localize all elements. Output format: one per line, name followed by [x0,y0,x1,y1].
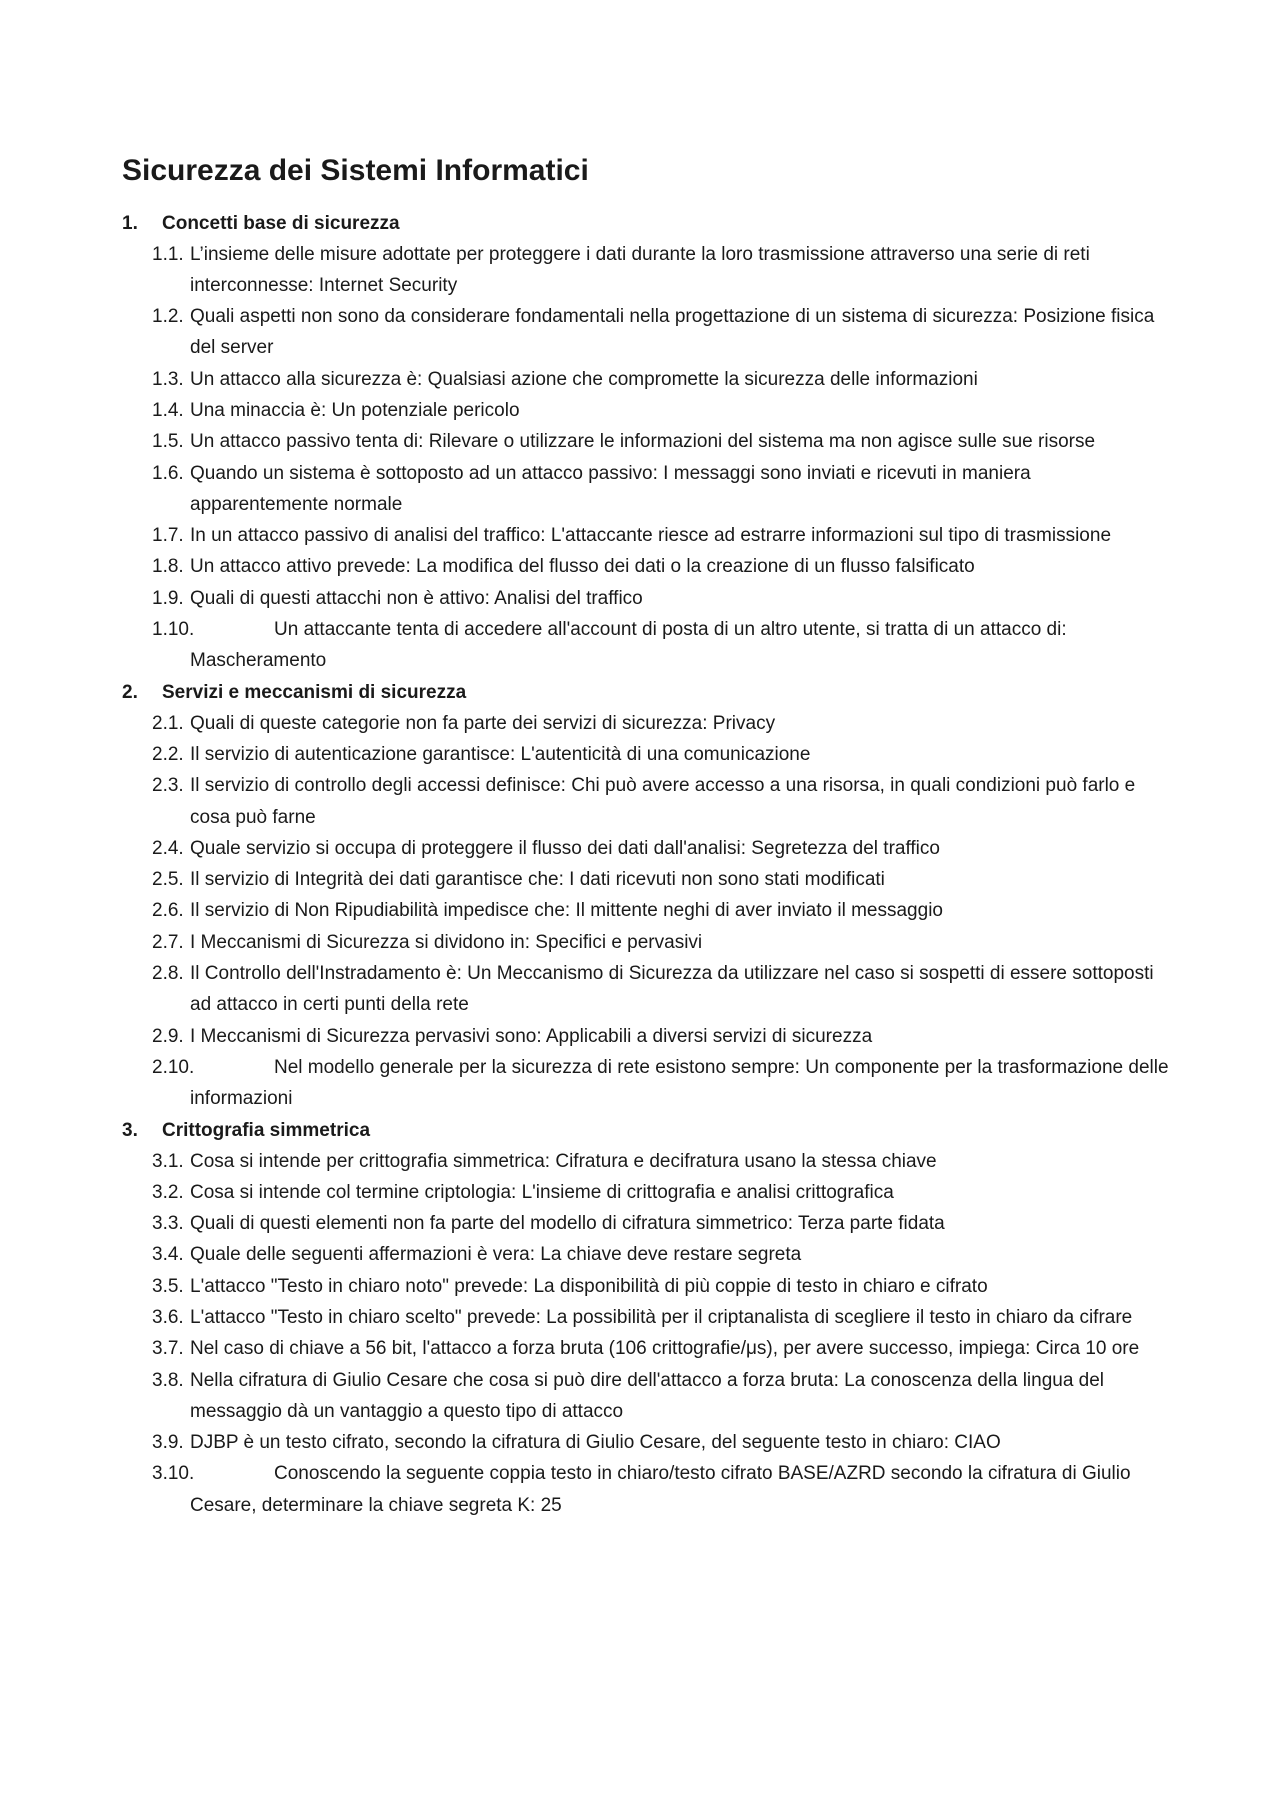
list-item [152,614,1172,677]
list-item [152,583,1172,614]
list-item-text: DJBP è un testo cifrato, secondo la cifratura di Giulio Cesare, del seguente testo in chiaro: CIAO [190,1432,1001,1454]
list-item-text: L'attacco "Testo in chiaro noto" prevede: La disponibilità di più coppie di testo in chiaro e cifrato [190,1275,988,1297]
list-item-text: I Meccanismi di Sicurezza si dividono in: Specifici e pervasivi [190,931,703,953]
list-item [152,520,1172,551]
section-number: 3. [122,1119,138,1141]
list-item-number: 3.9. [152,1432,184,1454]
list-item-text: Nel caso di chiave a 56 bit, l'attacco a forza bruta (106 crittografie/μs), per avere successo, impiega: Circa 10 ore [190,1338,1140,1360]
list-item-number: 3.2. [152,1181,184,1203]
list-item-text: L’insieme delle misure adottate per proteggere i dati durante la loro trasmissione attraverso una serie di reti interconnesse: Internet Security [190,243,1090,296]
list-item [152,1239,1172,1270]
list-item-text: Nella cifratura di Giulio Cesare che cosa si può dire dell'attacco a forza bruta: La conoscenza della lingua del messaggio dà un vantaggio a questo tipo di attacco [190,1369,1105,1422]
section-number: 2. [122,681,138,703]
list-item-text: Il servizio di controllo degli accessi definisce: Chi può avere accesso a una risorsa, in quali condizioni può farlo e cosa può farne [190,775,1136,828]
list-item [152,833,1172,864]
section-heading [122,677,1172,708]
list-item [152,1146,1172,1177]
list-item [152,458,1172,521]
list-item [152,864,1172,895]
list-item-number: 3.7. [152,1338,184,1360]
list-item [152,1458,1172,1521]
section-list [122,208,1172,1522]
list-item [152,1302,1172,1333]
list-item [152,1365,1172,1428]
list-item-text: Il Controllo dell'Instradamento è: Un Meccanismo di Sicurezza da utilizzare nel caso si sospetti di essere sottoposti ad attacco in certi punti della rete [190,963,1154,1016]
list-item-text: Quale servizio si occupa di proteggere il flusso dei dati dall'analisi: Segretezza del traffico [190,837,940,859]
list-item-text: Nel modello generale per la sicurezza di rete esistono sempre: Un componente per la trasformazione delle informazioni [190,1056,1169,1110]
section-heading [122,208,1172,239]
section [122,1115,1172,1522]
list-item [152,1271,1172,1302]
list-item [152,395,1172,426]
list-item [152,239,1172,302]
list-item [152,895,1172,926]
list-item-number: 2.3. [152,775,184,797]
list-item-text: Quali di questi attacchi non è attivo: Analisi del traffico [190,587,643,609]
list-item-number: 1.2. [152,306,184,328]
page-title: Sicurezza dei Sistemi Informatici [122,154,589,187]
list-item-number: 1.3. [152,368,184,390]
list-item-text: Il servizio di autenticazione garantisce: L'autenticità di una comunicazione [190,743,811,765]
list-item-number: 2.7. [152,931,184,953]
list-item [152,927,1172,958]
list-item-text: Un attaccante tenta di accedere all'account di posta di un altro utente, si tratta di un attacco di: Mascheramento [190,619,1067,672]
list-item-text: Cosa si intende per crittografia simmetrica: Cifratura e decifratura usano la stessa chiave [190,1150,937,1172]
list-item-number: 2.2. [152,743,184,765]
list-item [152,364,1172,395]
list-item-text: In un attacco passivo di analisi del traffico: L'attaccante riesce ad estrarre informazioni sul tipo di trasmissione [190,525,1112,547]
list-item-number: 3.3. [152,1213,184,1235]
list-item [152,1021,1172,1052]
list-item-text: Quali aspetti non sono da considerare fondamentali nella progettazione di un sistema di sicurezza: Posizione fisica del server [190,306,1155,359]
list-item-number: 1.10. [152,619,195,641]
list-item-number: 2.8. [152,963,184,985]
list-item [152,301,1172,364]
list-item [152,708,1172,739]
list-item-text: Una minaccia è: Un potenziale pericolo [190,399,520,421]
list-item-number: 3.4. [152,1244,184,1266]
list-item-number: 1.5. [152,431,184,453]
list-item-text: Quale delle seguenti affermazioni è vera: La chiave deve restare segreta [190,1244,802,1266]
list-item-text: L'attacco "Testo in chiaro scelto" prevede: La possibilità per il criptanalista di scegliere il testo in chiaro da cifrare [190,1307,1133,1328]
list-item-number: 1.1. [152,243,184,265]
section-heading-text: Servizi e meccanismi di sicurezza [162,681,467,703]
list-item-number: 2.1. [152,712,184,734]
list-item-number: 3.6. [152,1307,184,1328]
section-heading-text: Concetti base di sicurezza [162,212,400,234]
list-item-number: 1.7. [152,525,184,547]
list-item-text: Il servizio di Non Ripudiabilità impedisce che: Il mittente neghi di aver inviato il messaggio [190,900,943,922]
list-item-number: 1.4. [152,399,184,421]
list-item [152,958,1172,1021]
list-item-number: 2.9. [152,1025,184,1047]
list-item [152,1208,1172,1239]
list-item-text: Un attacco attivo prevede: La modifica del flusso dei dati o la creazione di un flusso falsificato [190,556,975,578]
list-item-number: 3.10. [152,1463,195,1485]
list-item-number: 2.10. [152,1056,195,1078]
list-item-number: 2.4. [152,837,184,859]
list-item-text: Quali di queste categorie non fa parte dei servizi di sicurezza: Privacy [190,712,776,734]
list-item [152,1427,1172,1458]
list-item-text: Un attacco alla sicurezza è: Qualsiasi azione che compromette la sicurezza delle informazioni [190,368,978,390]
section-heading [122,1115,1172,1146]
list-item-text: I Meccanismi di Sicurezza pervasivi sono: Applicabili a diversi servizi di sicurezza [190,1025,873,1047]
list-item [152,770,1172,833]
list-item-text: Conoscendo la seguente coppia testo in chiaro/testo cifrato BASE/AZRD secondo la cifratura di Giulio Cesare, determinare la chiave segreta K: 25 [190,1463,1131,1516]
section [122,677,1172,1115]
list-item [152,1333,1172,1364]
list-item-number: 3.5. [152,1275,184,1297]
section [122,208,1172,677]
list-item [152,1177,1172,1208]
list-item [152,551,1172,582]
list-item [152,739,1172,770]
list-item-number: 3.8. [152,1369,184,1391]
list-item-number: 3.1. [152,1150,184,1172]
list-item-number: 1.8. [152,556,184,578]
list-item [152,426,1172,457]
list-item-number: 1.9. [152,587,184,609]
list-item-number: 1.6. [152,462,184,484]
list-item-text: Quando un sistema è sottoposto ad un attacco passivo: I messaggi sono inviati e ricevuti in maniera apparentemente normale [190,462,1031,515]
list-item [152,1052,1172,1115]
list-item-text: Il servizio di Integrità dei dati garantisce che: I dati ricevuti non sono stati modificati [190,869,885,891]
list-item-text: Quali di questi elementi non fa parte del modello di cifratura simmetrico: Terza parte fidata [190,1213,945,1235]
list-item-text: Cosa si intende col termine criptologia: L'insieme di crittografia e analisi crittografica [190,1181,894,1203]
list-item-text: Un attacco passivo tenta di: Rilevare o utilizzare le informazioni del sistema ma non agisce sulle sue risorse [190,431,1096,453]
list-item-number: 2.6. [152,900,184,922]
document-body [122,152,1172,1521]
section-number: 1. [122,212,138,234]
section-heading-text: Crittografia simmetrica [162,1119,371,1141]
list-item-number: 2.5. [152,869,184,891]
